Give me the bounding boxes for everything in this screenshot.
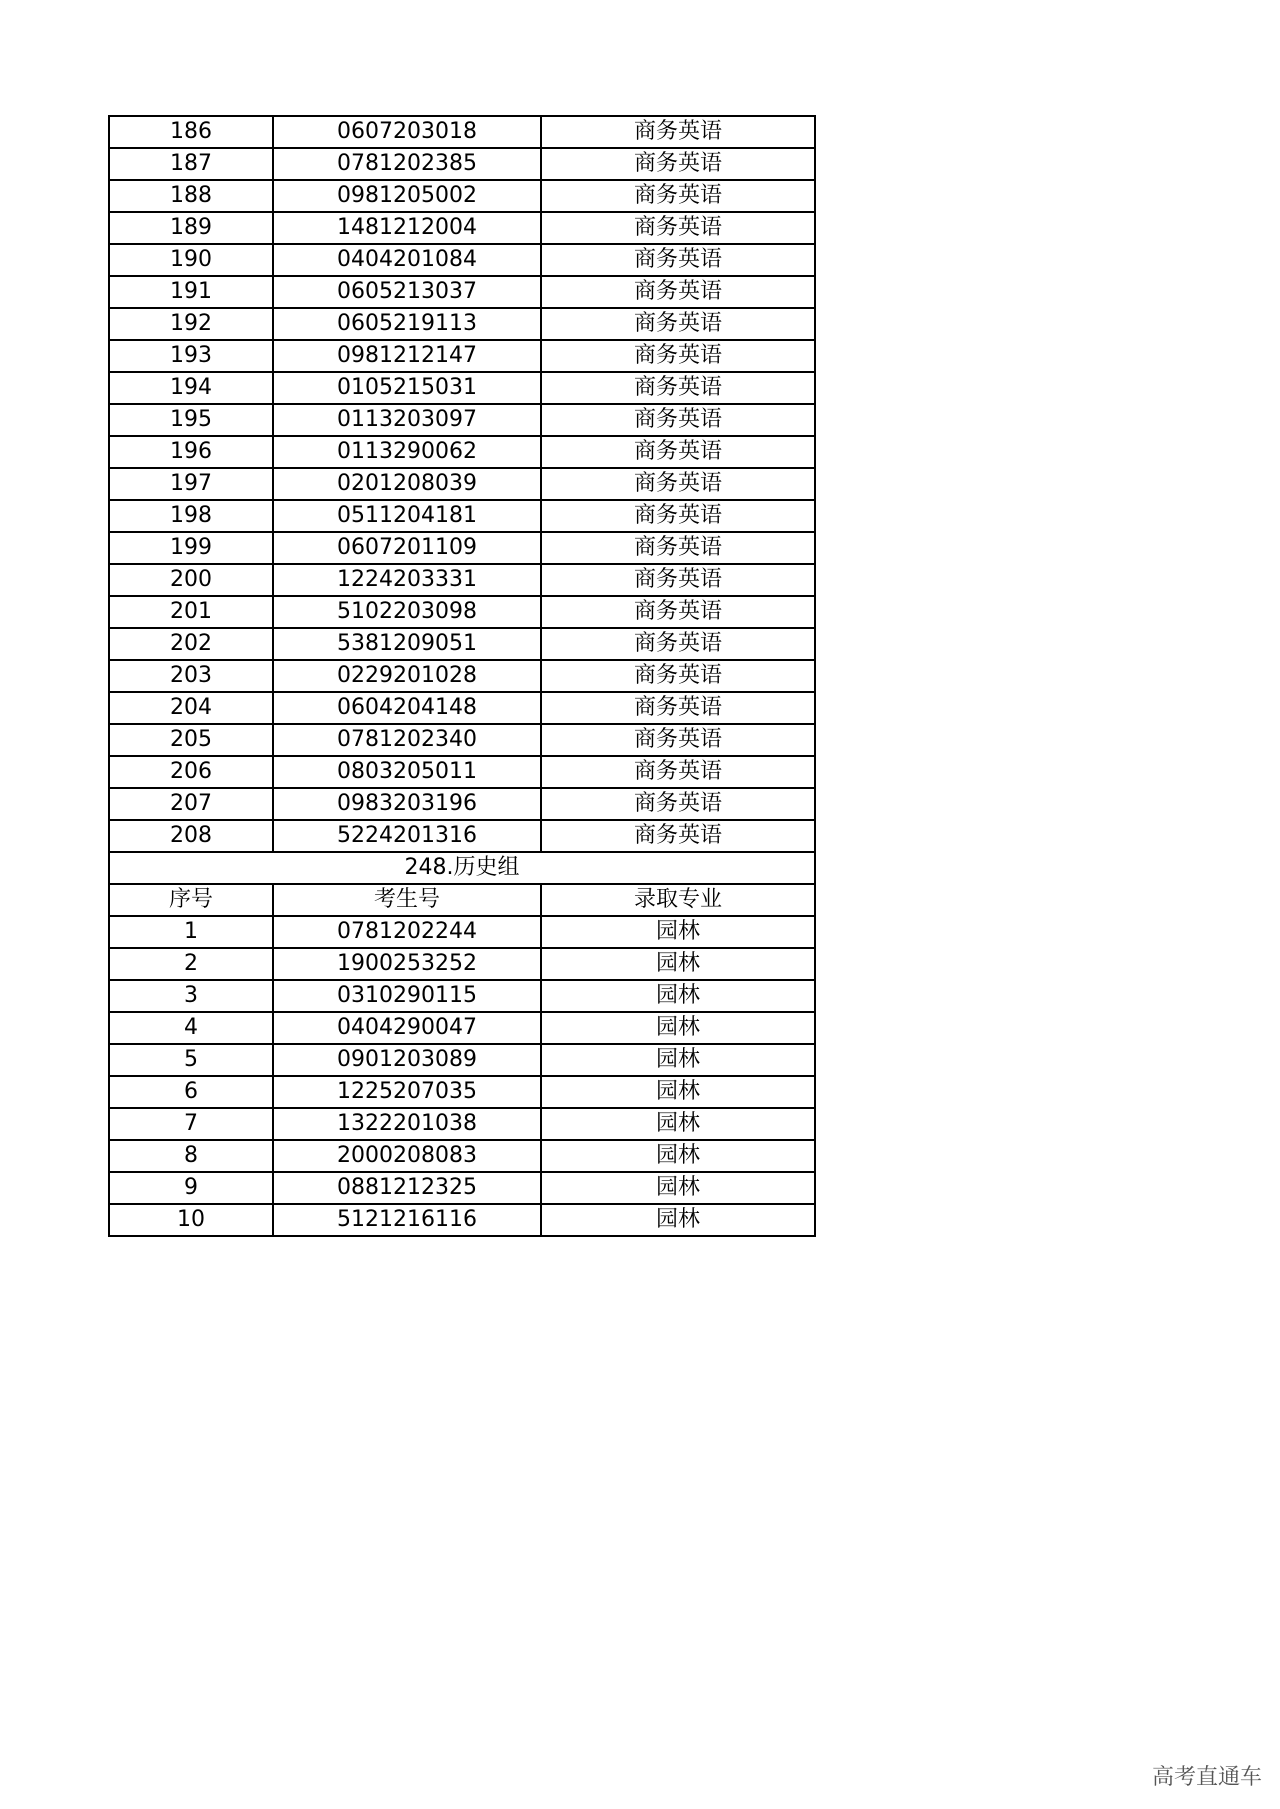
major-cell: 园林 — [541, 1044, 815, 1076]
group-title-row — [109, 852, 815, 884]
major-cell: 商务英语 — [541, 532, 815, 564]
table-row — [109, 596, 815, 628]
table-row — [109, 340, 815, 372]
table-row — [109, 1140, 815, 1172]
candidate-id-cell: 0803205011 — [273, 756, 541, 788]
table-row — [109, 244, 815, 276]
serial-cell: 189 — [109, 212, 273, 244]
table-row — [109, 980, 815, 1012]
serial-cell: 6 — [109, 1076, 273, 1108]
candidate-id-cell: 0983203196 — [273, 788, 541, 820]
table-row — [109, 1204, 815, 1236]
major-cell: 商务英语 — [541, 500, 815, 532]
serial-cell: 204 — [109, 692, 273, 724]
table-row — [109, 276, 815, 308]
candidate-id-cell: 0105215031 — [273, 372, 541, 404]
serial-cell: 188 — [109, 180, 273, 212]
major-cell: 商务英语 — [541, 244, 815, 276]
candidate-id-cell: 0781202340 — [273, 724, 541, 756]
candidate-id-cell: 5121216116 — [273, 1204, 541, 1236]
serial-cell: 191 — [109, 276, 273, 308]
major-cell: 商务英语 — [541, 724, 815, 756]
major-cell: 商务英语 — [541, 436, 815, 468]
table-row — [109, 1108, 815, 1140]
candidate-id-cell: 0605213037 — [273, 276, 541, 308]
major-cell: 商务英语 — [541, 148, 815, 180]
header-candidate-id: 考生号 — [273, 884, 541, 916]
candidate-id-cell: 0310290115 — [273, 980, 541, 1012]
table-row — [109, 1076, 815, 1108]
serial-cell: 1 — [109, 916, 273, 948]
major-cell: 商务英语 — [541, 820, 815, 852]
major-cell: 园林 — [541, 948, 815, 980]
watermark-text: 高考直通车 — [1151, 1765, 1262, 1790]
table-row — [109, 660, 815, 692]
major-cell: 商务英语 — [541, 756, 815, 788]
table-row — [109, 500, 815, 532]
candidate-id-cell: 1900253252 — [273, 948, 541, 980]
major-cell: 园林 — [541, 1108, 815, 1140]
table-row — [109, 1172, 815, 1204]
candidate-id-cell: 0113203097 — [273, 404, 541, 436]
table-row — [109, 628, 815, 660]
table-row — [109, 564, 815, 596]
table-row — [109, 756, 815, 788]
major-cell: 园林 — [541, 1204, 815, 1236]
serial-cell: 187 — [109, 148, 273, 180]
header-serial: 序号 — [109, 884, 273, 916]
table-row — [109, 180, 815, 212]
serial-cell: 201 — [109, 596, 273, 628]
candidate-id-cell: 5224201316 — [273, 820, 541, 852]
candidate-id-cell: 0781202244 — [273, 916, 541, 948]
serial-cell: 196 — [109, 436, 273, 468]
major-cell: 商务英语 — [541, 692, 815, 724]
table-row — [109, 532, 815, 564]
major-cell: 商务英语 — [541, 116, 815, 148]
candidate-id-cell: 0981212147 — [273, 340, 541, 372]
candidate-id-cell: 5381209051 — [273, 628, 541, 660]
header-major: 录取专业 — [541, 884, 815, 916]
serial-cell: 3 — [109, 980, 273, 1012]
table-row — [109, 372, 815, 404]
candidate-id-cell: 1481212004 — [273, 212, 541, 244]
candidate-id-cell: 0607201109 — [273, 532, 541, 564]
major-cell: 商务英语 — [541, 276, 815, 308]
table-row — [109, 948, 815, 980]
table-row — [109, 916, 815, 948]
major-cell: 园林 — [541, 1172, 815, 1204]
candidate-id-cell: 0881212325 — [273, 1172, 541, 1204]
serial-cell: 192 — [109, 308, 273, 340]
table-row — [109, 788, 815, 820]
candidate-id-cell: 0901203089 — [273, 1044, 541, 1076]
major-cell: 商务英语 — [541, 596, 815, 628]
table-row — [109, 148, 815, 180]
group-title: 248.历史组 — [109, 852, 815, 884]
table-row — [109, 212, 815, 244]
major-cell: 商务英语 — [541, 212, 815, 244]
serial-cell: 203 — [109, 660, 273, 692]
major-cell: 园林 — [541, 1140, 815, 1172]
candidate-id-cell: 0511204181 — [273, 500, 541, 532]
serial-cell: 208 — [109, 820, 273, 852]
candidate-id-cell: 0229201028 — [273, 660, 541, 692]
table-row — [109, 820, 815, 852]
major-cell: 商务英语 — [541, 628, 815, 660]
candidate-id-cell: 1322201038 — [273, 1108, 541, 1140]
candidate-id-cell: 0201208039 — [273, 468, 541, 500]
table-row — [109, 724, 815, 756]
table-body — [109, 116, 815, 1236]
table-row — [109, 436, 815, 468]
serial-cell: 193 — [109, 340, 273, 372]
serial-cell: 207 — [109, 788, 273, 820]
table-row — [109, 1012, 815, 1044]
major-cell: 商务英语 — [541, 660, 815, 692]
major-cell: 园林 — [541, 916, 815, 948]
table-row — [109, 1044, 815, 1076]
serial-cell: 190 — [109, 244, 273, 276]
candidate-id-cell: 5102203098 — [273, 596, 541, 628]
major-cell: 园林 — [541, 980, 815, 1012]
candidate-id-cell: 1224203331 — [273, 564, 541, 596]
serial-cell: 9 — [109, 1172, 273, 1204]
candidate-id-cell: 0604204148 — [273, 692, 541, 724]
table-row — [109, 404, 815, 436]
candidate-id-cell: 0404201084 — [273, 244, 541, 276]
serial-cell: 4 — [109, 1012, 273, 1044]
major-cell: 商务英语 — [541, 340, 815, 372]
candidate-id-cell: 0113290062 — [273, 436, 541, 468]
serial-cell: 199 — [109, 532, 273, 564]
candidate-id-cell: 0607203018 — [273, 116, 541, 148]
candidate-id-cell: 0781202385 — [273, 148, 541, 180]
candidate-id-cell: 1225207035 — [273, 1076, 541, 1108]
serial-cell: 7 — [109, 1108, 273, 1140]
major-cell: 商务英语 — [541, 404, 815, 436]
serial-cell: 2 — [109, 948, 273, 980]
major-cell: 商务英语 — [541, 788, 815, 820]
major-cell: 商务英语 — [541, 180, 815, 212]
serial-cell: 206 — [109, 756, 273, 788]
header-row — [109, 884, 815, 916]
admission-table — [108, 115, 816, 1237]
table-row — [109, 116, 815, 148]
serial-cell: 194 — [109, 372, 273, 404]
table-row — [109, 468, 815, 500]
admission-table-container — [108, 115, 814, 1237]
serial-cell: 8 — [109, 1140, 273, 1172]
major-cell: 商务英语 — [541, 308, 815, 340]
major-cell: 商务英语 — [541, 468, 815, 500]
serial-cell: 195 — [109, 404, 273, 436]
major-cell: 商务英语 — [541, 372, 815, 404]
table-row — [109, 308, 815, 340]
candidate-id-cell: 0981205002 — [273, 180, 541, 212]
serial-cell: 202 — [109, 628, 273, 660]
serial-cell: 197 — [109, 468, 273, 500]
major-cell: 园林 — [541, 1076, 815, 1108]
serial-cell: 10 — [109, 1204, 273, 1236]
major-cell: 园林 — [541, 1012, 815, 1044]
serial-cell: 198 — [109, 500, 273, 532]
serial-cell: 200 — [109, 564, 273, 596]
candidate-id-cell: 2000208083 — [273, 1140, 541, 1172]
serial-cell: 205 — [109, 724, 273, 756]
table-row — [109, 692, 815, 724]
candidate-id-cell: 0605219113 — [273, 308, 541, 340]
candidate-id-cell: 0404290047 — [273, 1012, 541, 1044]
serial-cell: 186 — [109, 116, 273, 148]
major-cell: 商务英语 — [541, 564, 815, 596]
serial-cell: 5 — [109, 1044, 273, 1076]
